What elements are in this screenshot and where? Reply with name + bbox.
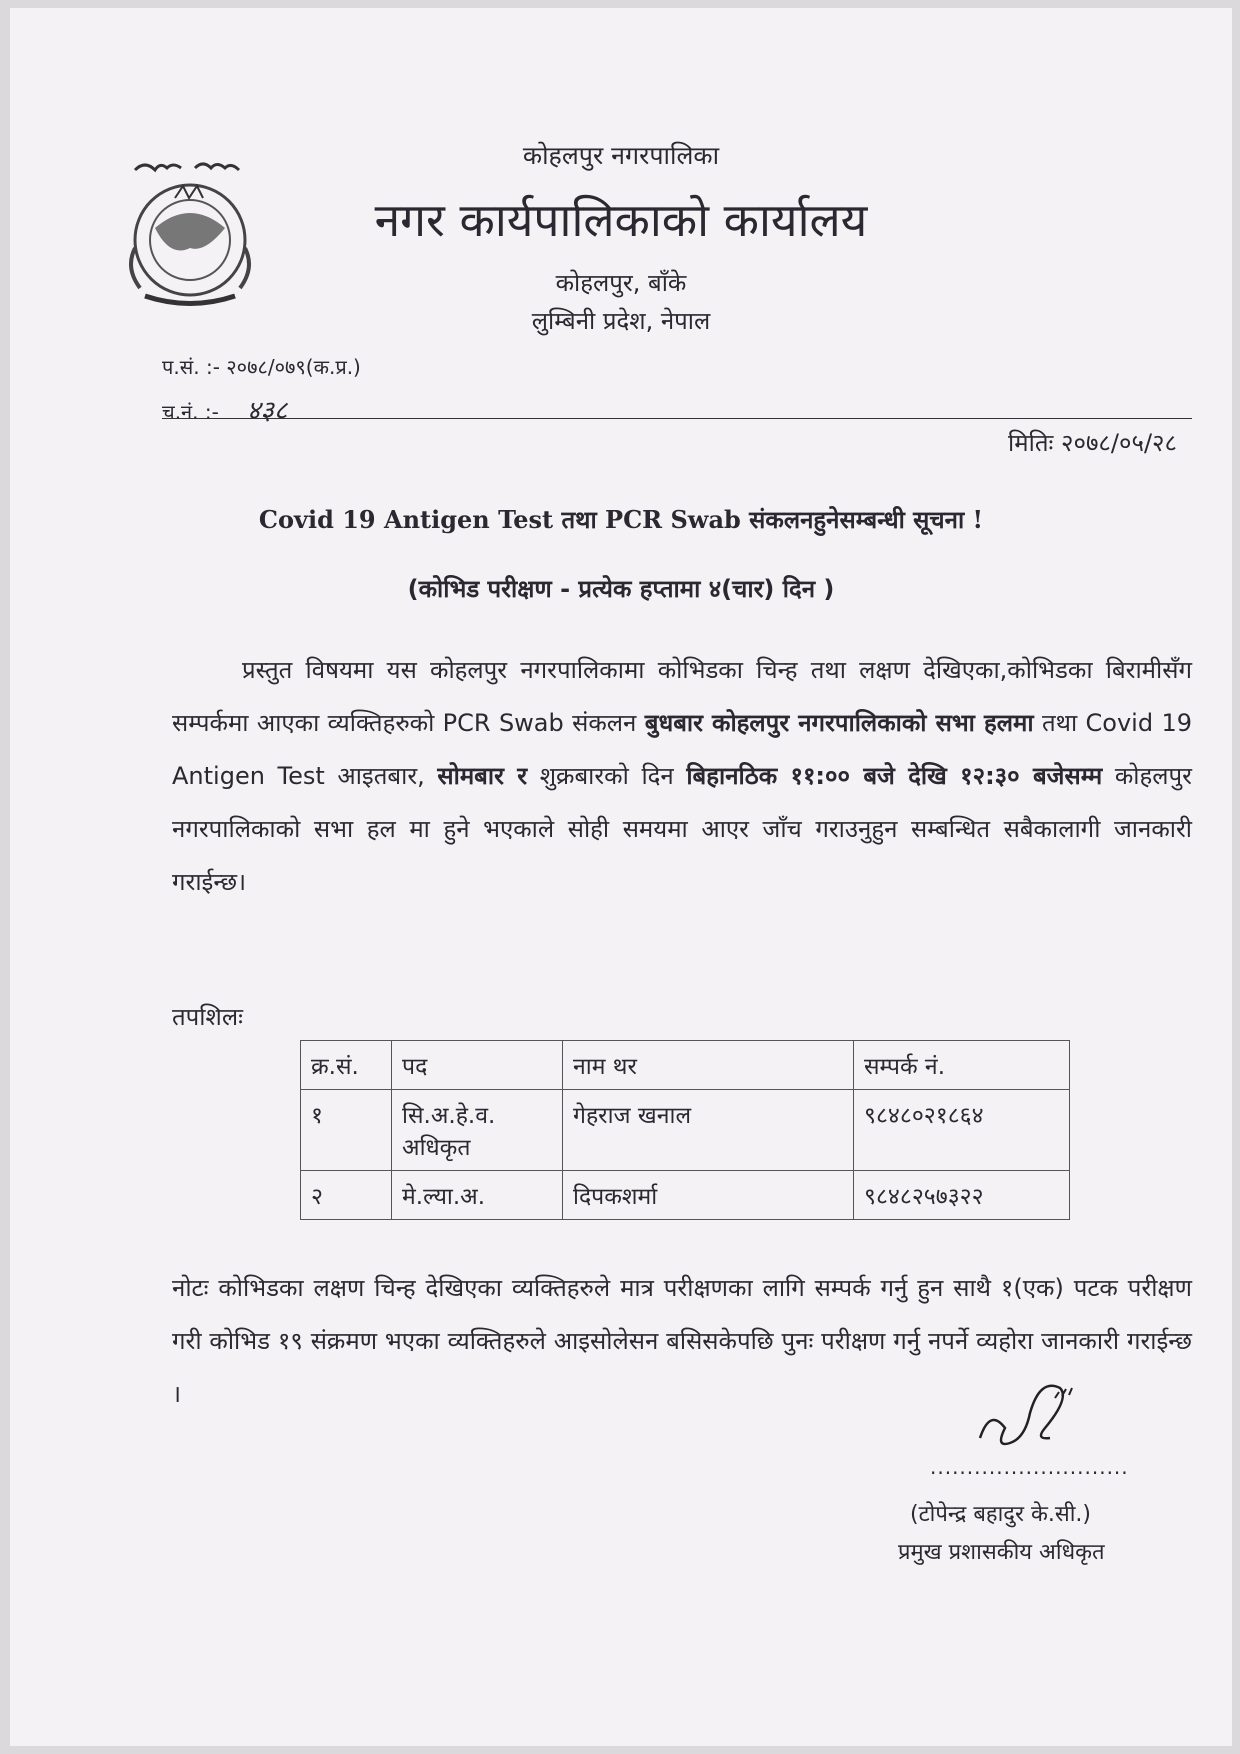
table-header-row [301, 1041, 1070, 1090]
cell-serial: २ [301, 1171, 392, 1220]
col-header-post: पद [392, 1041, 563, 1090]
cell-post: सि.अ.हे.व. अधिकृत [392, 1090, 563, 1171]
col-header-serial: क्र.सं. [301, 1041, 392, 1090]
details-label: तपशिलः [172, 1003, 243, 1031]
office-title: नगर कार्यपालिकाको कार्यालय [374, 193, 868, 247]
dispatch-number-row [162, 391, 287, 427]
signatory-name: (टोपेन्द्र बहादुर के.सी.) [910, 1502, 1091, 1527]
document-page [10, 8, 1232, 1746]
signatory-title: प्रमुख प्रशासकीय अधिकृत [898, 1540, 1105, 1565]
body-part-2: तथा Covid 19 Antigen Test आइतबार, [172, 709, 1192, 790]
office-location: कोहलपुर, बाँके [555, 269, 687, 297]
body-bold-1: बुधबार कोहलपुर नगरपालिकाको सभा हलमा [644, 709, 1034, 737]
cell-name: दिपकशर्मा [563, 1171, 854, 1220]
issue-date: मितिः २०७८/०५/२८ [1008, 429, 1177, 457]
municipality-name: कोहलपुर नगरपालिका [522, 141, 720, 170]
body-part-3: शुक्रबारको दिन [527, 762, 687, 790]
body-bold-2: सोमबार र [437, 762, 528, 790]
notice-body [172, 644, 1192, 909]
contact-table [300, 1040, 1070, 1220]
notice-subtitle: (कोभिड परीक्षण - प्रत्येक हप्तामा ४(चार) दिन ) [407, 575, 835, 603]
cell-serial: १ [301, 1090, 392, 1171]
reference-number: प.सं. :- २०७८/०७९(क.प्र.) [162, 355, 361, 379]
body-bold-3: बिहानठिक ११:०० बजे देखि १२:३० बजेसम्म [686, 762, 1103, 790]
header-divider [162, 418, 1192, 419]
province-line: लुम्बिनी प्रदेश, नेपाल [531, 307, 711, 335]
body-part-1: प्रस्तुत विषयमा यस कोहलपुर नगरपालिकामा कोभिडका चिन्ह तथा लक्षण देखिएका,कोभिडका बिरामीसँग सम्पर्कमा आएका व्यक्तिहरुको PCR Swab संकलन [172, 656, 1192, 737]
signature-line: ........................... [930, 1455, 1129, 1479]
cell-post: मे.ल्या.अ. [392, 1171, 563, 1220]
table-row [301, 1171, 1070, 1220]
notice-title: Covid 19 Antigen Test तथा PCR Swab संकलनहुनेसम्बन्धी सूचना ! [258, 505, 984, 534]
note-paragraph: नोटः कोभिडका लक्षण चिन्ह देखिएका व्यक्तिहरुले मात्र परीक्षणका लागि सम्पर्क गर्नु हुन साथै १(एक) पटक परीक्षण गरी कोभिड १९ संक्रमण भएका व्यक्तिहरुले आइसोलेसन बसिसकेपछि पुनः परीक्षण गर्नु नपर्ने व्यहोरा जानकारी गराईन्छ । [172, 1274, 1192, 1408]
cell-name: गेहराज खनाल [563, 1090, 854, 1171]
col-header-name: नाम थर [563, 1041, 854, 1090]
dispatch-label: च.नं. :- [162, 400, 219, 424]
dispatch-number: ४३८ [246, 396, 288, 426]
table-row [301, 1090, 1070, 1171]
cell-contact: ९८४८०२१८६४ [854, 1090, 1070, 1171]
col-header-contact: सम्पर्क नं. [854, 1041, 1070, 1090]
body-part-4: कोहलपुर नगरपालिकाको सभा हल मा हुने भएकाले सोही समयमा आएर जाँच गराउनुहुन सम्बन्धित सबैकालागी जानकारी गराईन्छ। [172, 762, 1192, 896]
signature-icon [970, 1378, 1090, 1458]
cell-contact: ९८४८२५७३२२ [854, 1171, 1070, 1220]
